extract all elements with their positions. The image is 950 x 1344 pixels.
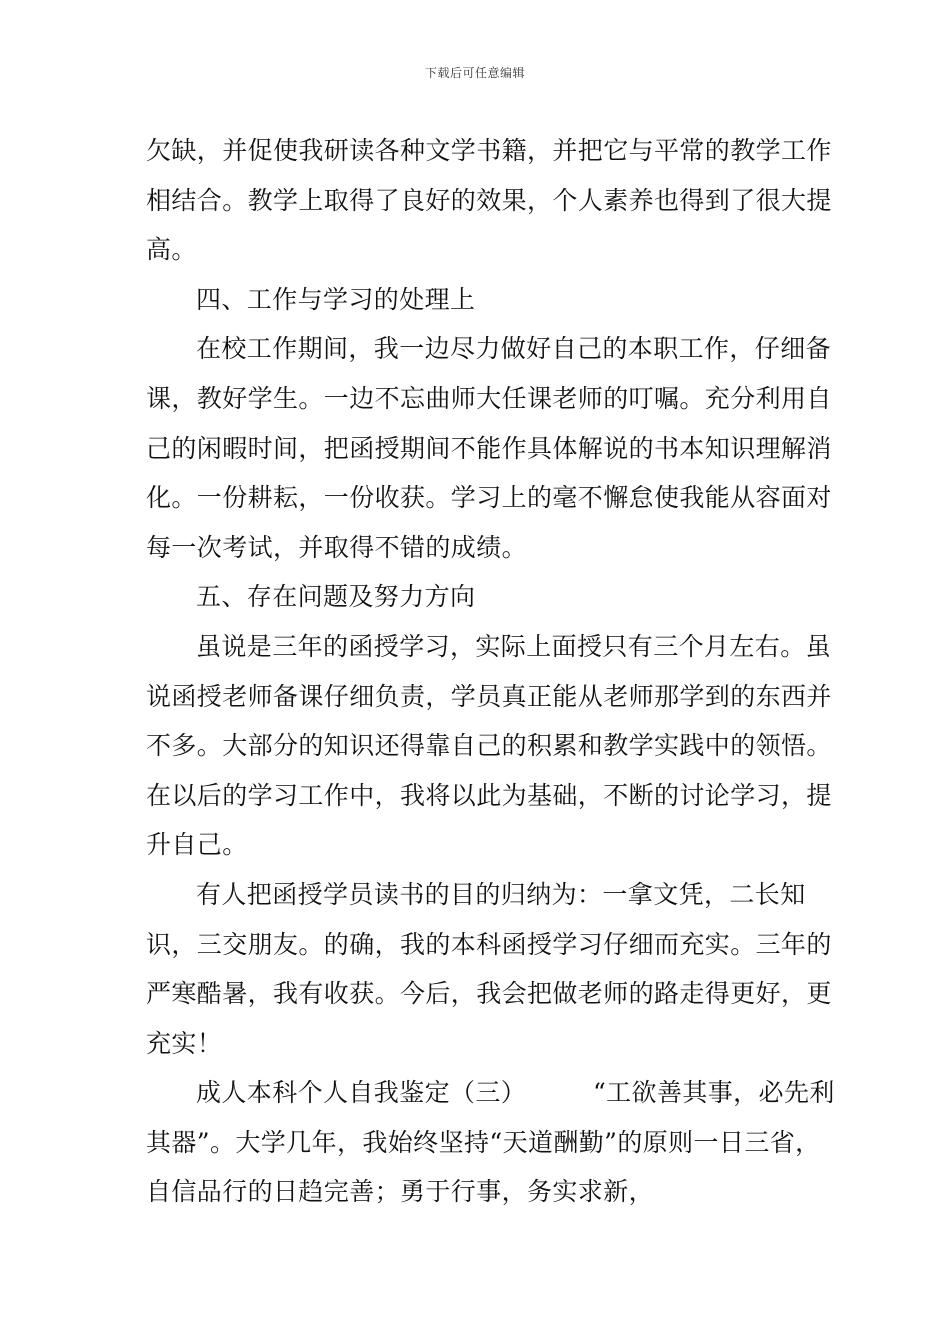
section-heading-work-study: 四、工作与学习的处理上	[196, 284, 476, 314]
section-heading-problems: 五、存在问题及努力方向	[196, 582, 476, 612]
paragraph-goals: 有人把函授学员读书的目的归纳为：一拿文凭，二长知识，三交朋友。的确，我的本科函授学习仔细而充实。三年的严寒酷暑，我有收获。今后，我会把做老师的路走得更好，更充实！	[146, 879, 832, 1058]
paragraph-continuation: 欠缺，并促使我研读各种文学书籍，并把它与平常的教学工作相结合。教学上取得了良好的效果，个人素养也得到了很大提高。	[146, 136, 832, 265]
paragraph-problems: 虽说是三年的函授学习，实际上面授只有三个月左右。虽说函授老师备课仔细负责，学员真正能从老师那学到的东西并不多。大部分的知识还得靠自己的积累和教学实践中的领悟。在以后的学习工作中，我将以此为基础，不断的讨论学习，提升自己。	[146, 631, 832, 860]
document-body	[146, 126, 836, 1217]
paragraph-self-assessment-three: 成人本科个人自我鉴定（三） “工欲善其事，必先利其器”。大学几年，我始终坚持“天道酬勤”的原则一日三省，自信品行的日趋完善；勇于行事，务实求新，	[146, 1078, 835, 1207]
paragraph-work-study: 在校工作期间，我一边尽力做好自己的本职工作，仔细备课，教好学生。一边不忘曲师大任课老师的叮嘱。充分利用自己的闲暇时间，把函授期间不能作具体解说的书本知识理解消化。一份耕耘，一份收获。学习上的毫不懈怠使我能从容面对每一次考试，并取得不错的成绩。	[146, 334, 832, 562]
page-header: 下载后可任意编辑	[424, 66, 525, 80]
